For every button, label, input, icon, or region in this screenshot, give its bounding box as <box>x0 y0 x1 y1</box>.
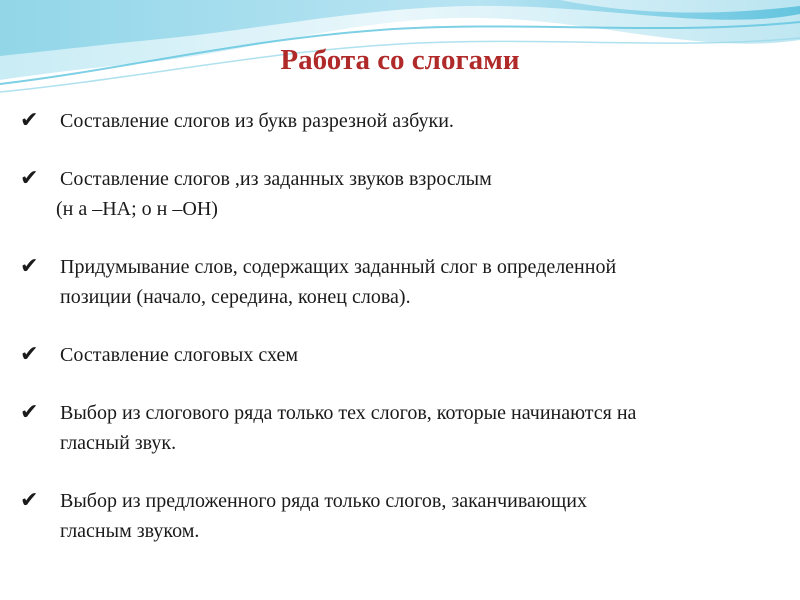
bullet-text: Составление слогов из букв разрезной азбуки. <box>60 110 454 132</box>
bullet-item <box>20 106 780 136</box>
bullet-item <box>20 398 780 458</box>
checkmark-icon: ✔ <box>20 400 39 425</box>
bullet-text: позиции (начало, середина, конец слова). <box>60 286 411 308</box>
checkmark-icon: ✔ <box>20 488 39 513</box>
bullet-list <box>20 106 780 574</box>
bullet-text: гласным звуком. <box>60 520 200 542</box>
bullet-text: гласный звук. <box>60 432 177 454</box>
bullet-item <box>20 486 780 546</box>
bullet-text: Выбор из слогового ряда только тех слогов, которые начинаются на <box>60 402 637 424</box>
checkmark-icon: ✔ <box>20 342 39 367</box>
slide-title: Работа со слогами <box>280 44 520 76</box>
bullet-text: Придумывание слов, содержащих заданный слог в определенной <box>60 256 617 278</box>
bullet-text: Составление слоговых схем <box>60 344 298 366</box>
bullet-text: (н а –НА; о н –ОН) <box>56 198 218 220</box>
bullet-text: Выбор из предложенного ряда только слогов, заканчивающих <box>60 490 587 512</box>
bullet-item <box>20 340 780 370</box>
bullet-item <box>20 164 780 224</box>
checkmark-icon: ✔ <box>20 108 39 133</box>
checkmark-icon: ✔ <box>20 166 39 191</box>
checkmark-icon: ✔ <box>20 254 39 279</box>
bullet-text: Составление слогов ,из заданных звуков взрослым <box>60 168 492 190</box>
bullet-item <box>20 252 780 312</box>
